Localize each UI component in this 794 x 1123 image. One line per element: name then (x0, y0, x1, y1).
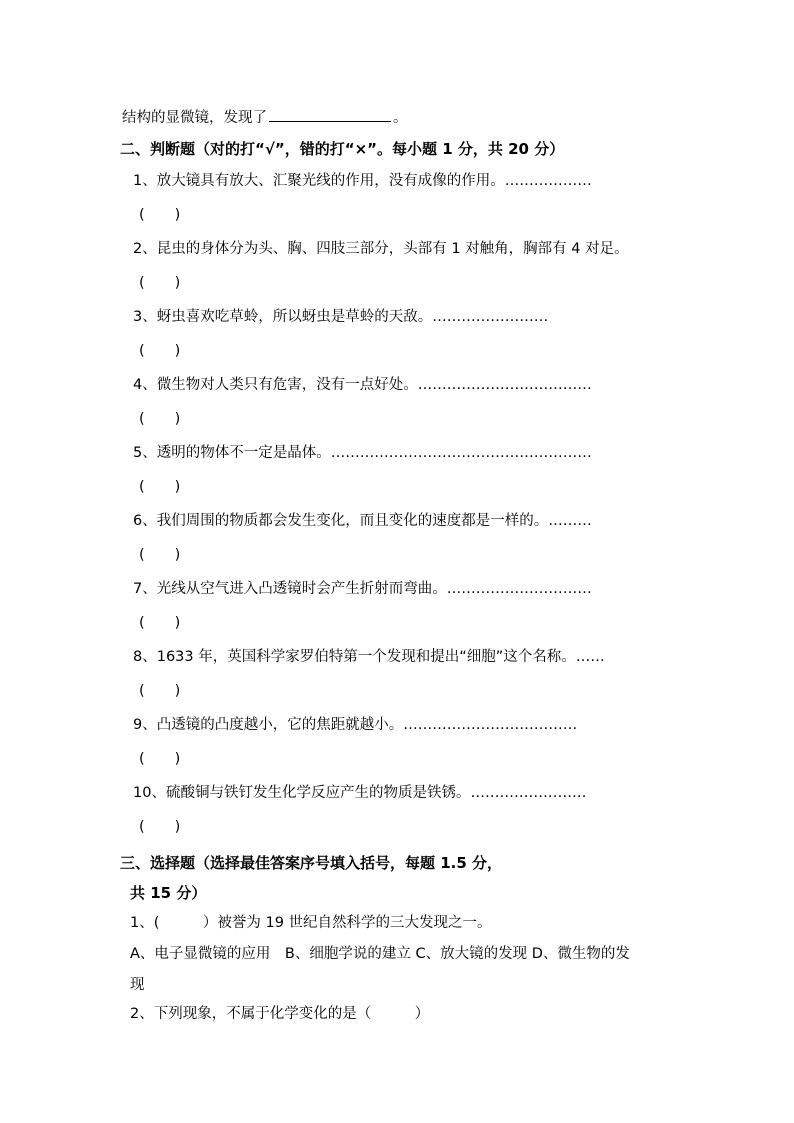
leader-dots: …………………… (432, 309, 549, 325)
leader-dots: ………………………… (446, 581, 592, 597)
question-item (133, 783, 586, 803)
answer-parentheses[interactable] (139, 545, 180, 565)
leader-dots: …… (575, 649, 605, 665)
question-text: 5、透明的物体不一定是晶体。 (133, 445, 331, 461)
paren-right: ) (174, 275, 181, 291)
answer-parentheses[interactable] (139, 341, 180, 361)
paren-left: ( (139, 343, 145, 359)
question-item (133, 443, 592, 463)
question-text: 2、昆虫的身体分为头、胸、四肢三部分，头部有 1 对触角，胸部有 4 对足。 (133, 241, 629, 257)
choice-question-1: 1、( ）被誉为 19 世纪自然科学的三大发现之一。 (130, 915, 492, 931)
paren-left: ( (139, 683, 145, 699)
paren-right: ) (174, 343, 181, 359)
leader-dots: …………………… (470, 785, 587, 801)
question-item (133, 715, 577, 735)
top-line-suffix: 。 (393, 110, 408, 126)
question-text: 4、微生物对人类只有危害，没有一点好处。 (133, 377, 418, 393)
question-text: 8、1633 年，英国科学家罗伯特第一个发现和提出“细胞”这个名称。 (133, 649, 576, 665)
paren-right: ) (174, 819, 181, 835)
question-text: 1、放大镜具有放大、汇聚光线的作用，没有成像的作用。 (133, 173, 505, 189)
choice-question-1-options-cont: 现 (130, 977, 145, 993)
question-item (133, 579, 592, 599)
leader-dots: ……………………………… (403, 717, 578, 733)
section3-title-line2: 共 15 分） (130, 884, 207, 902)
paren-right: ) (174, 615, 181, 631)
answer-blank[interactable] (269, 107, 391, 122)
answer-parentheses[interactable] (139, 749, 180, 769)
leader-dots: ……………………………… (417, 377, 592, 393)
leader-dots: ……………………………………………… (330, 445, 592, 461)
paren-left: ( (139, 479, 145, 495)
paren-right: ) (174, 683, 181, 699)
paren-left: ( (139, 411, 145, 427)
answer-parentheses[interactable] (139, 613, 180, 633)
paren-right: ) (174, 207, 181, 223)
question-item (133, 307, 548, 327)
question-text: 7、光线从空气进入凸透镜时会产生折射而弯曲。 (133, 581, 447, 597)
fill-blank-line (122, 107, 408, 128)
question-item (133, 171, 592, 191)
paren-left: ( (139, 207, 145, 223)
question-item (133, 647, 605, 667)
choice-question-2: 2、下列现象，不属于化学变化的是（ ） (130, 1006, 430, 1022)
question-item (133, 511, 592, 531)
paren-left: ( (139, 819, 145, 835)
choice-question-1-options: A、电子显微镜的应用 B、细胞学说的建立 C、放大镜的发现 D、微生物的发 (130, 946, 630, 962)
paren-right: ) (174, 751, 181, 767)
paren-right: ) (174, 411, 181, 427)
question-text: 10、硫酸铜与铁钉发生化学反应产生的物质是铁锈。 (133, 785, 471, 801)
answer-parentheses[interactable] (139, 817, 180, 837)
paren-left: ( (139, 547, 145, 563)
leader-dots: ……… (548, 513, 592, 529)
question-text: 6、我们周围的物质都会发生变化，而且变化的速度都是一样的。 (133, 513, 549, 529)
question-text: 9、凸透镜的凸度越小，它的焦距就越小。 (133, 717, 404, 733)
question-text: 3、蚜虫喜欢吃草蛉，所以蚜虫是草蛉的天敌。 (133, 309, 433, 325)
question-item (133, 375, 592, 395)
paren-left: ( (139, 275, 145, 291)
section2-title: 二、判断题（对的打“√”，错的打“×”。每小题 1 分，共 20 分） (120, 140, 565, 158)
answer-parentheses[interactable] (139, 681, 180, 701)
section3-title-line1: 三、选择题（选择最佳答案序号填入括号，每题 1.5 分， (120, 854, 503, 872)
paren-left: ( (139, 751, 145, 767)
question-item (133, 239, 629, 259)
paren-right: ) (174, 547, 181, 563)
answer-parentheses[interactable] (139, 477, 180, 497)
answer-parentheses[interactable] (139, 205, 180, 225)
leader-dots: ……………… (504, 173, 592, 189)
paren-left: ( (139, 615, 145, 631)
top-line-prefix: 结构的显微镜，发现了 (122, 110, 267, 126)
answer-parentheses[interactable] (139, 409, 180, 429)
paren-right: ) (174, 479, 181, 495)
answer-parentheses[interactable] (139, 273, 180, 293)
